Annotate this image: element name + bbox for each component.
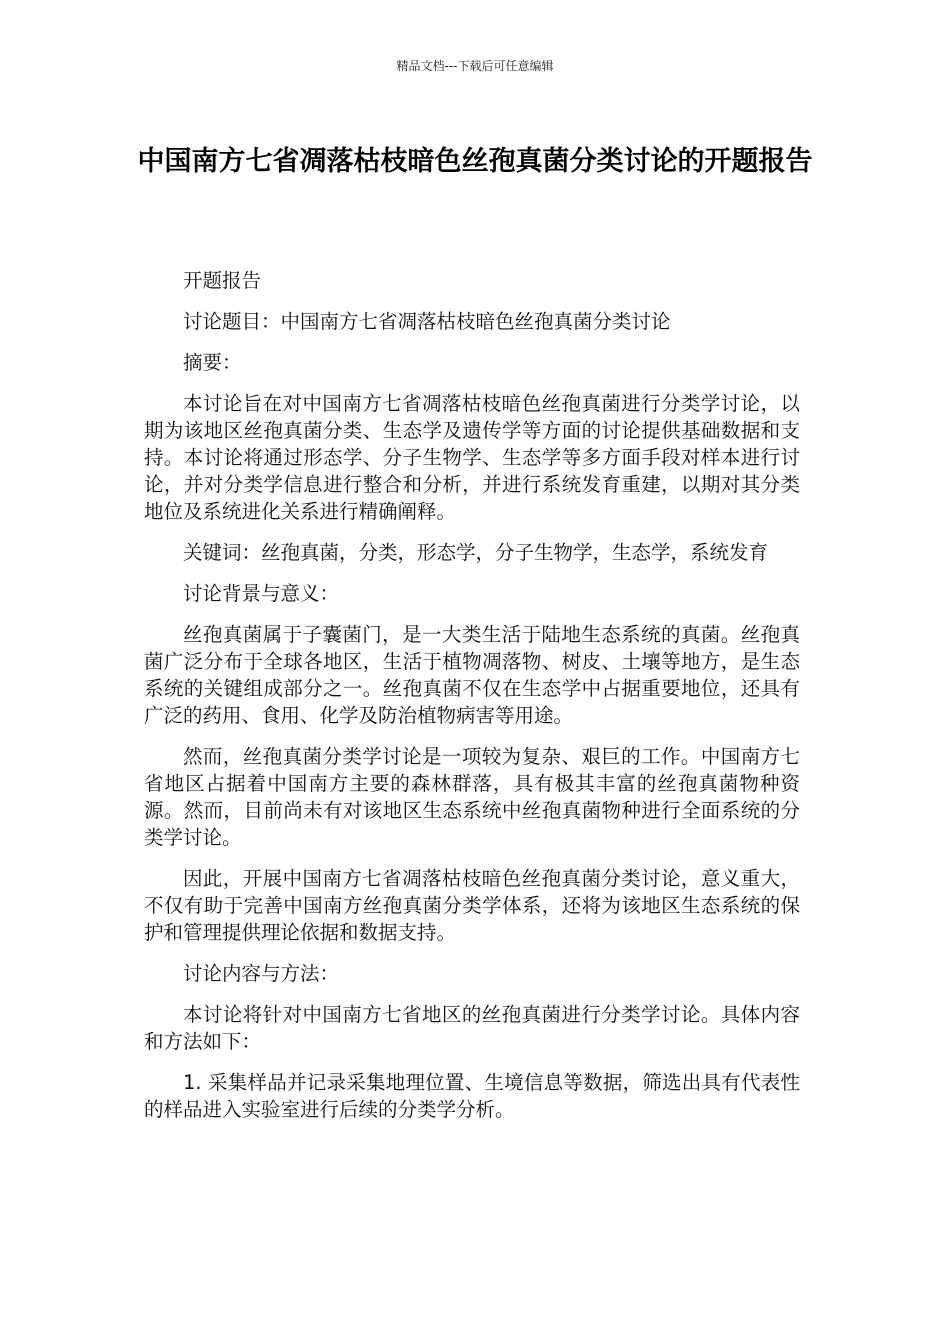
methods-intro-paragraph: 本讨论将针对中国南方七省地区的丝孢真菌进行分类学讨论。具体内容和方法如下：	[144, 1003, 800, 1053]
section-label-report: 开题报告	[183, 269, 262, 292]
methods-item-1: 1. 采集样品并记录采集地理位置、生境信息等数据，筛选出具有代表性的样品进入实验室进行后续的分类学分析。	[144, 1071, 800, 1121]
abstract-heading: 摘要：	[183, 351, 242, 374]
background-paragraph-2: 然而，丝孢真菌分类学讨论是一项较为复杂、艰巨的工作。中国南方七省地区占据着中国南方主要的森林群落，具有极其丰富的丝孢真菌物种资源。然而，目前尚未有对该地区生态系统中丝孢真菌物种进行全面系统的分类学讨论。	[144, 745, 800, 849]
background-heading: 讨论背景与意义：	[183, 582, 340, 605]
keywords-line: 关键词：丝孢真菌，分类，形态学，分子生物学，生态学，系统发育	[183, 541, 769, 564]
header-note: 精品文档---下载后可任意编辑	[396, 59, 554, 73]
methods-heading: 讨论内容与方法：	[183, 962, 340, 985]
abstract-paragraph: 本讨论旨在对中国南方七省凋落枯枝暗色丝孢真菌进行分类学讨论，以期为该地区丝孢真菌分类、生态学及遗传学等方面的讨论提供基础数据和支持。本讨论将通过形态学、分子生物学、生态学等多方面手段对样本进行讨论，并对分类学信息进行整合和分析，并进行系统发育重建，以期对其分类地位及系统进化关系进行精确阐释。	[144, 392, 800, 523]
topic-line: 讨论题目：中国南方七省凋落枯枝暗色丝孢真菌分类讨论	[183, 310, 671, 333]
document-title: 中国南方七省凋落枯枝暗色丝孢真菌分类讨论的开题报告	[137, 146, 813, 177]
background-paragraph-3: 因此，开展中国南方七省凋落枯枝暗色丝孢真菌分类讨论，意义重大，不仅有助于完善中国南方丝孢真菌分类学体系，还将为该地区生态系统的保护和管理提供理论依据和数据支持。	[144, 867, 800, 944]
document-body	[144, 267, 800, 1137]
background-paragraph-1: 丝孢真菌属于子囊菌门，是一大类生活于陆地生态系统的真菌。丝孢真菌广泛分布于全球各地区，生活于植物凋落物、树皮、土壤等地方，是生态系统的关键组成部分之一。丝孢真菌不仅在生态学中占据重要地位，还具有广泛的药用、食用、化学及防治植物病害等用途。	[144, 623, 800, 727]
